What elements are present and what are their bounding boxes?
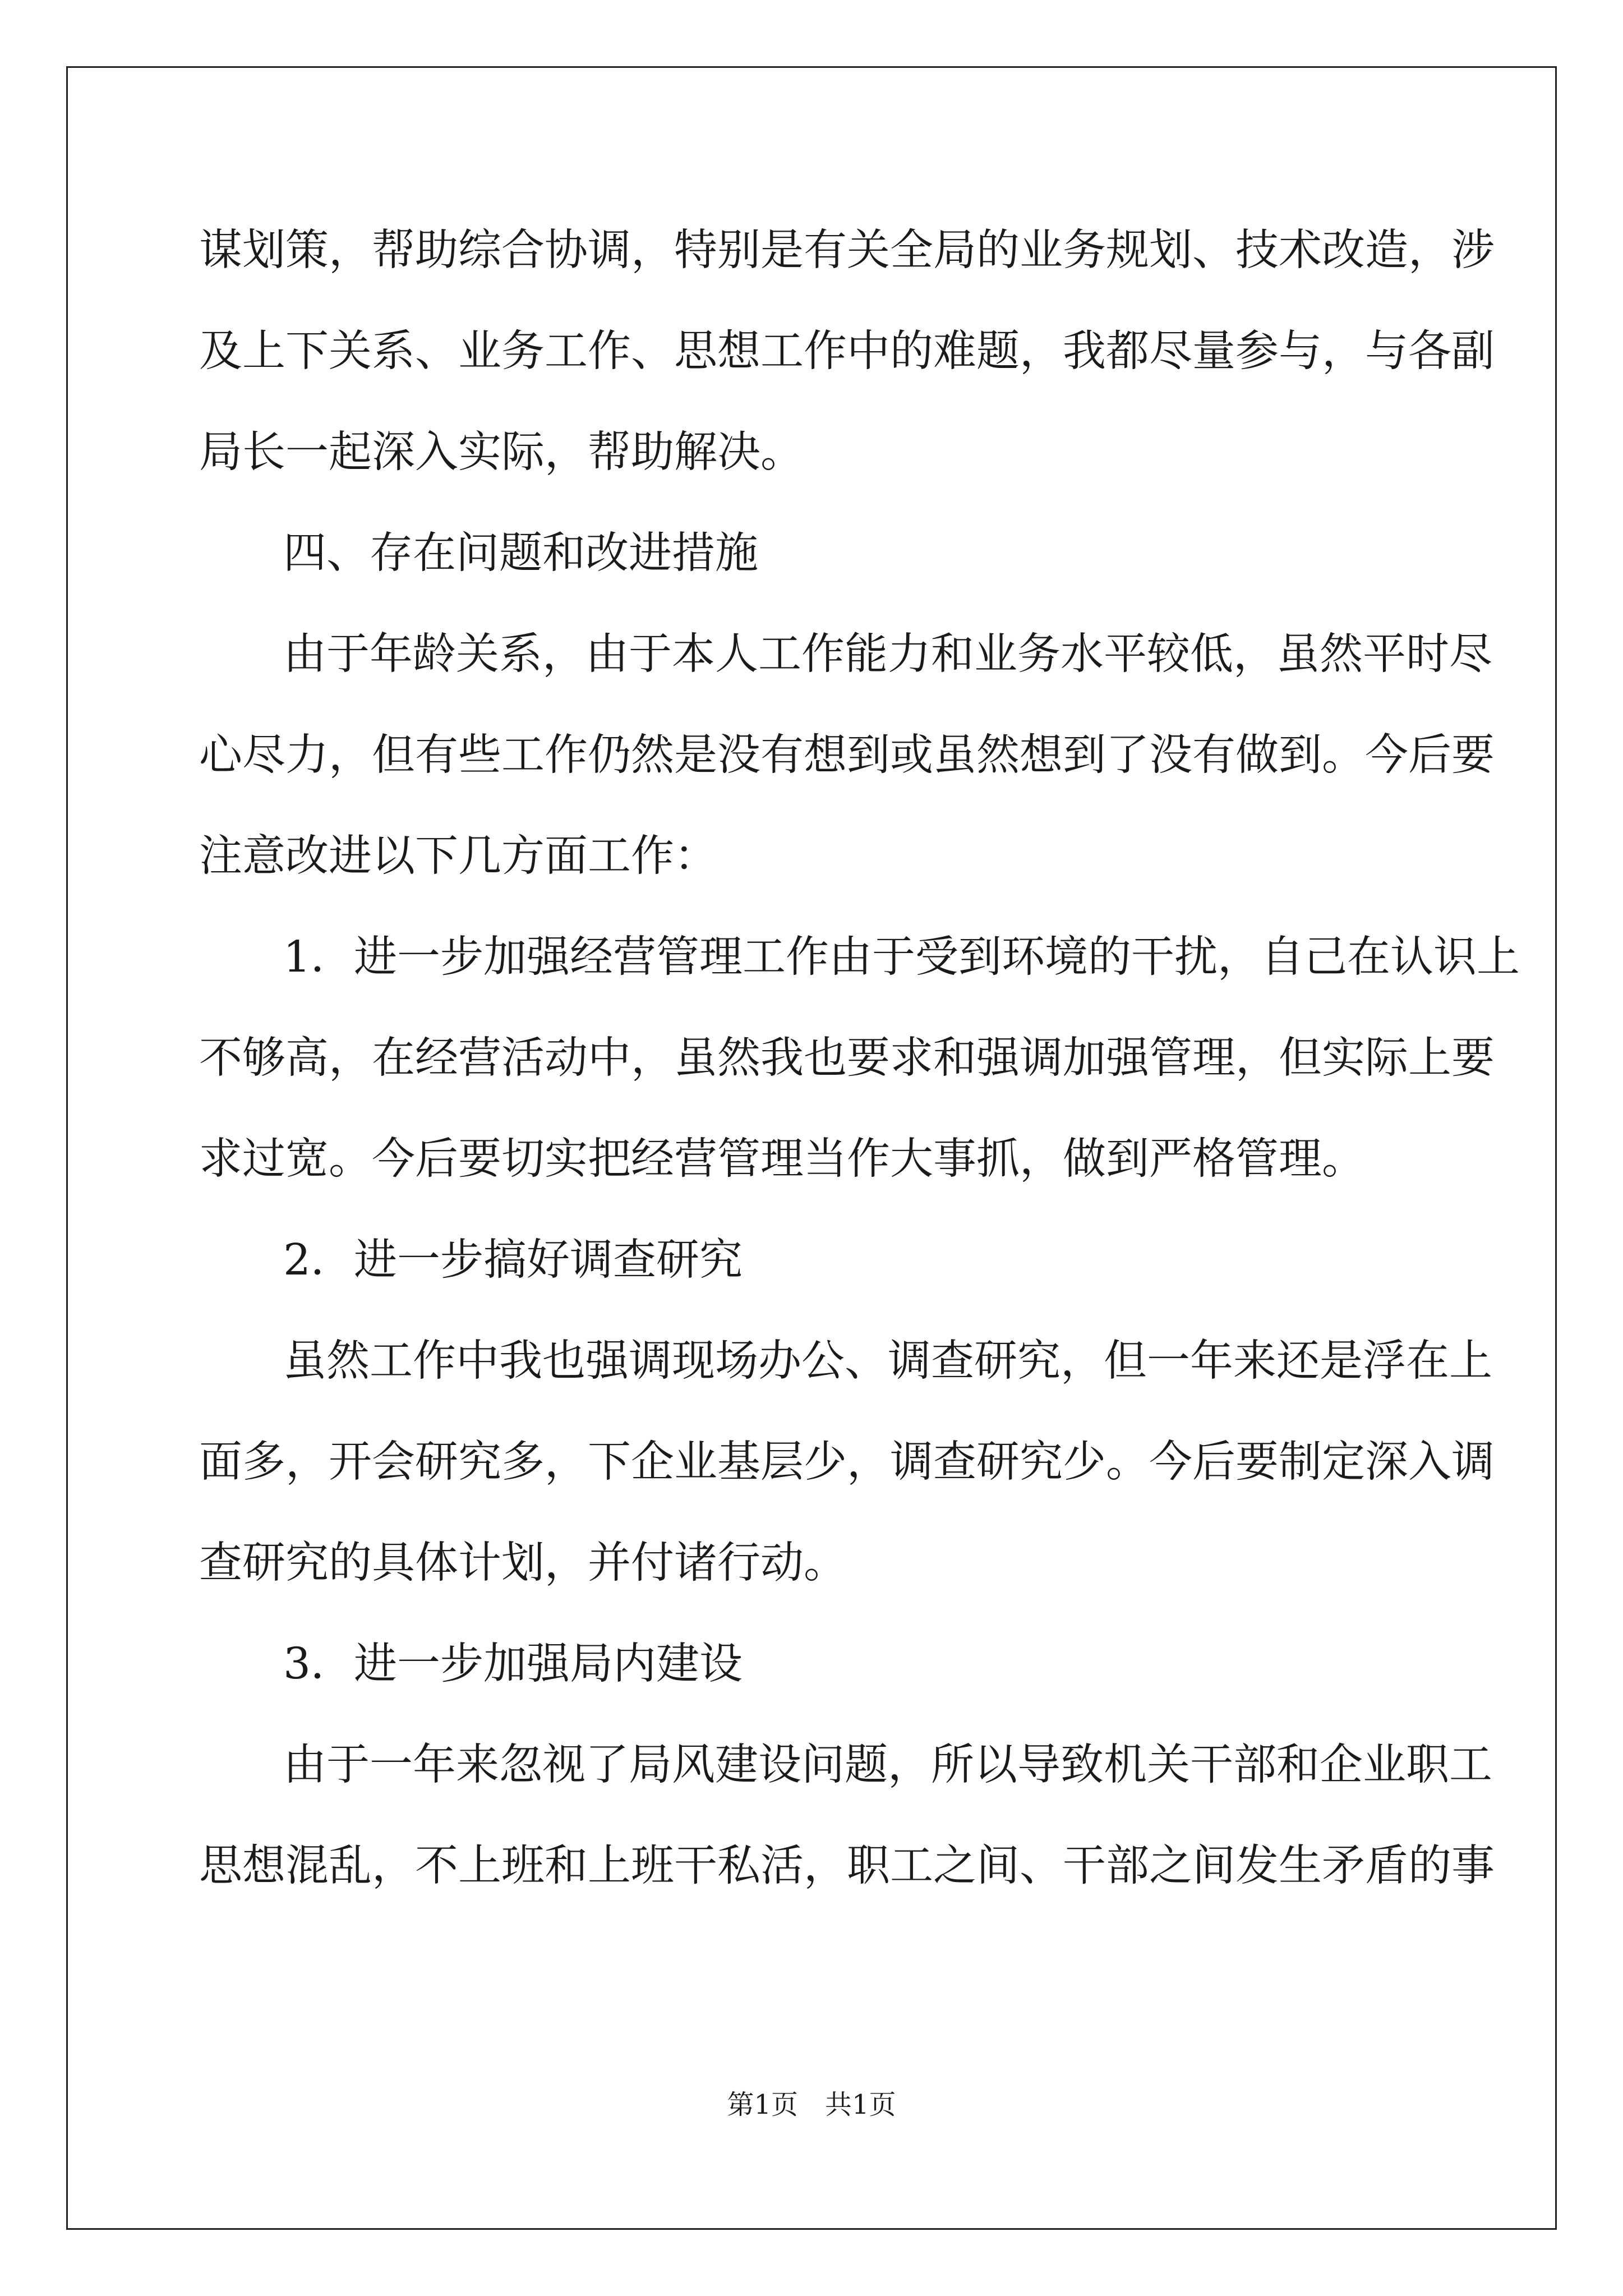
text-line: 谋划策，帮助综合协调，特别是有关全局的业务规划、技术改造，涉 [199, 226, 1495, 275]
page-footer: 第1页 共1页 [727, 2089, 896, 2120]
text-line: 面多，开会研究多，下企业基层少，调查研究少。今后要制定深入调 [199, 1437, 1495, 1487]
text-line: 不够高，在经营活动中，虽然我也要求和强调加强管理，但实际上要 [199, 1033, 1495, 1083]
section-heading: 四、存在问题和改进措施 [283, 528, 758, 578]
subsection-heading: 3．进一步加强局内建设 [283, 1639, 743, 1689]
text-line: 局长一起深入实际，帮助解决。 [199, 427, 804, 477]
text-line: 及上下关系、业务工作、思想工作中的难题，我都尽量参与，与各副 [199, 326, 1495, 376]
text-line: 心尽力，但有些工作仍然是没有想到或虽然想到了没有做到。今后要 [199, 730, 1495, 780]
text-line: 由于年龄关系，由于本人工作能力和业务水平较低，虽然平时尽 [283, 629, 1492, 679]
text-line: 注意改进以下几方面工作： [199, 831, 717, 881]
text-line: 虽然工作中我也强调现场办公、调查研究，但一年来还是浮在上 [283, 1336, 1492, 1386]
text-line: 思想混乱，不上班和上班干私活，职工之间、干部之间发生矛盾的事 [199, 1841, 1495, 1891]
text-line: 求过宽。今后要切实把经营管理当作大事抓，做到严格管理。 [199, 1134, 1365, 1184]
text-line: 查研究的具体计划，并付诸行动。 [199, 1538, 847, 1588]
text-line: 1．进一步加强经营管理工作由于受到环境的干扰，自己在认识上 [283, 932, 1520, 982]
subsection-heading: 2．进一步搞好调查研究 [283, 1235, 743, 1285]
text-line: 由于一年来忽视了局风建设问题，所以导致机关干部和企业职工 [283, 1740, 1492, 1790]
